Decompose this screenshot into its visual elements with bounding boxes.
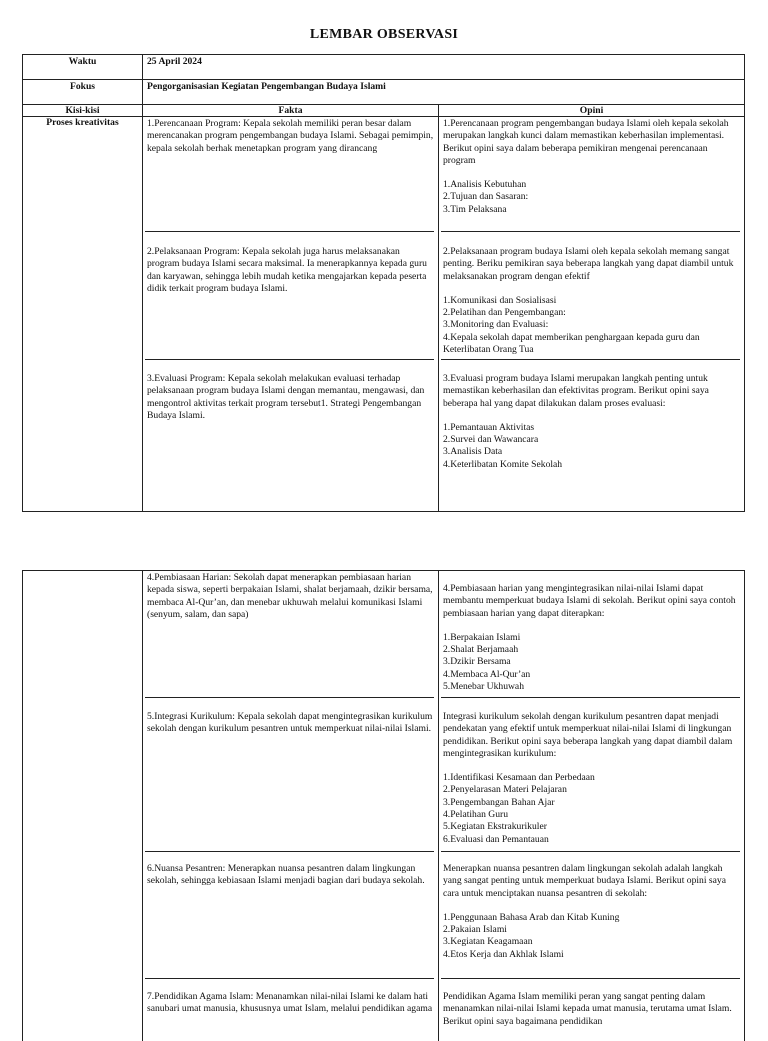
list-item: 5.Kegiatan Ekstrakurikuler (443, 821, 547, 833)
list-item: 4.Pelatihan Guru (443, 809, 509, 821)
list-item: 4.Kepala sekolah dapat memberikan penghargaan kepada guru dan Keterlibatan Orang Tua (443, 331, 700, 356)
fakta-item: 4.Pembiasaan Harian: Sekolah dapat menerapkan pembiasaan harian kepada siswa, seperti berpakaian Islami, shalat berjamaah, dzikir bersama, membaca Al-Qur’an, dan menebar ukhuwah melalui komunikasi Islami (senyum, salam, dan sapa) (147, 572, 433, 620)
list-item: 2.Tujuan dan Sasaran: (443, 191, 529, 203)
opini-list (443, 772, 740, 846)
list-item: 2.Pakaian Islami (443, 924, 507, 936)
list-item: 4.Membaca Al-Qur’an (443, 668, 531, 680)
row-separator (441, 978, 740, 979)
column-header-row (23, 105, 745, 117)
observation-table-page-1 (22, 54, 745, 512)
column-header-fakta: Fakta (143, 105, 439, 117)
list-item: 6.Evaluasi dan Pemantauan (443, 833, 549, 845)
list-item: 4.Keterlibatan Komite Sekolah (443, 458, 563, 470)
kisi-empty-cell (23, 571, 143, 1041)
fakta-item: 5.Integrasi Kurikulum: Kepala sekolah dapat mengintegrasikan kurikulum sekolah dengan kurikulum pesantren untuk memperkuat nilai-nilai Islami. (147, 711, 433, 735)
opini-list (443, 422, 740, 471)
opini-list (443, 912, 740, 961)
list-item: 2.Survei dan Wawancara (443, 434, 539, 446)
row-separator (441, 697, 740, 698)
opini-list (443, 632, 740, 693)
opini-intro: 2.Pelaksanaan program budaya Islami oleh kepala sekolah memang sangat penting. Beriku pemikiran saya beberapa langkah yang dapat diambil untuk melaksanakan program dengan efektif (443, 246, 734, 282)
list-item: 1.Komunikasi dan Sosialisasi (443, 294, 557, 306)
opini-item (443, 373, 740, 471)
row-separator (441, 851, 740, 852)
column-header-kisi: Kisi-kisi (23, 105, 143, 117)
list-item: 1.Analisis Kebutuhan (443, 179, 527, 191)
list-item: 4.Etos Kerja dan Akhlak Islami (443, 948, 564, 960)
waktu-row (23, 55, 745, 80)
document-title: LEMBAR OBSERVASI (309, 27, 459, 42)
opini-intro: 4.Pembiasaan harian yang mengintegrasikan nilai-nilai Islami dapat membantu memperkuat budaya Islami di sekolah. Berikut opini saya contoh pembiasaan harian yang dapat diterapkan: (443, 583, 736, 619)
list-item: 1.Identifikasi Kesamaan dan Perbedaan (443, 772, 595, 784)
fokus-row (23, 80, 745, 105)
row-separator (145, 697, 434, 698)
opini-cell (439, 571, 745, 1041)
opini-item (443, 863, 740, 961)
list-item: 3.Analisis Data (443, 446, 503, 458)
row-separator (145, 359, 434, 360)
row-separator (441, 359, 740, 360)
list-item: 5.Menebar Ukhuwah (443, 681, 524, 693)
opini-intro: Menerapkan nuansa pesantren dalam lingkungan sekolah adalah langkah yang sangat penting untuk memperkuat budaya Islami. Berikut opini saya cara untuk menciptakan nuansa pesantren di sekolah: (443, 863, 726, 899)
waktu-value: 25 April 2024 (143, 55, 745, 80)
opini-item (443, 991, 740, 1028)
opini-intro: Pendidikan Agama Islam memiliki peran yang sangat penting dalam menanamkan nilai-nilai Islami kepada umat manusia, terutama umat Islam. Berikut opini saya bagaimana pendidikan (443, 991, 732, 1027)
row-separator (441, 231, 740, 232)
observation-table-page-2 (22, 570, 745, 1041)
list-item: 1.Pemantauan Aktivitas (443, 421, 535, 433)
content-row (23, 117, 745, 512)
list-item: 2.Shalat Berjamaah (443, 644, 519, 656)
fakta-text: 7.Pendidikan Agama Islam: Menanamkan nilai-nilai Islami ke dalam hati sanubari umat manusia, khususnya umat Islam, melalui pendidikan agama (147, 991, 433, 1015)
waktu-label: Waktu (23, 55, 143, 80)
list-item: 3.Kegiatan Keagamaan (443, 936, 533, 948)
fokus-label: Fokus (23, 80, 143, 105)
fakta-item: 6.Nuansa Pesantren: Menerapkan nuansa pesantren dalam lingkungan sekolah, sehingga kebiasaan Islami menjadi bagian dari budaya sekolah. (147, 863, 425, 887)
opini-cell (439, 117, 745, 512)
opini-item (443, 711, 740, 846)
list-item: 1.Penggunaan Bahasa Arab dan Kitab Kuning (443, 911, 620, 923)
fakta-item: 1.Perencanaan Program: Kepala sekolah memiliki peran besar dalam merencanakan program pengembangan budaya Islami. Sebagai pemimpin, kepala sekolah berhak menetapkan program yang dirancang (147, 118, 434, 154)
opini-intro: 1.Perencanaan program pengembangan budaya Islami oleh kepala sekolah merupakan langkah kunci dalam memastikan keberhasilan implementasi. Berikut opini saya dalam beberapa pemikiran mengenai perencanaan program (443, 118, 729, 166)
opini-list (443, 179, 740, 216)
fakta-cell (143, 117, 439, 512)
opini-item (443, 246, 740, 356)
opini-item (443, 583, 740, 693)
list-item: 3.Tim Pelaksana (443, 203, 507, 215)
list-item: 3.Monitoring dan Evaluasi: (443, 319, 549, 331)
row-separator (145, 978, 434, 979)
row-separator (145, 231, 434, 232)
kisi-value: Proses kreativitas (23, 117, 143, 512)
list-item: 1.Berpakaian Islami (443, 631, 521, 643)
content-row (23, 571, 745, 1041)
opini-intro: 3.Evaluasi program budaya Islami merupakan langkah penting untuk memastikan keberhasilan dan efektivitas program. Berikut opini saya beberapa hal yang dapat dilakukan dalam proses evaluasi: (443, 373, 709, 409)
fokus-value: Pengorganisasian Kegiatan Pengembangan Budaya Islami (143, 80, 745, 105)
opini-intro: Integrasi kurikulum sekolah dengan kurikulum pesantren dapat menjadi pendekatan yang efektif untuk memperkuat nilai-nilai Islami di lingkungan pendidikan. Berikut opini saya beberapa langkah yang dapat diambil dalam mengintegrasikan kurikulum: (443, 711, 733, 759)
fakta-item: 2.Pelaksanaan Program: Kepala sekolah juga harus melaksanakan program budaya Islami secara maksimal. Ia menerapkannya kepada guru dan karyawan, sehingga lebih mudah ketika mengajarkan kepada peserta didik terkait program budaya Islami. (147, 246, 427, 294)
list-item: 3.Pengembangan Bahan Ajar (443, 796, 555, 808)
row-separator (145, 851, 434, 852)
fakta-item (147, 991, 434, 1016)
list-item: 3.Dzikir Bersama (443, 656, 511, 668)
opini-item (443, 118, 740, 216)
opini-list (443, 295, 740, 356)
list-item: 2.Pelatihan dan Pengembangan: (443, 307, 566, 319)
fakta-cell (143, 571, 439, 1041)
column-header-opini: Opini (439, 105, 745, 117)
list-item: 2.Penyelarasan Materi Pelajaran (443, 784, 567, 796)
fakta-item: 3.Evaluasi Program: Kepala sekolah melakukan evaluasi terhadap pelaksanaan program budaya Islami dengan memantau, mengawasi, dan mengontrol aktivitas terkait program tersebut1. Strategi Pengembangan Budaya Islami. (147, 373, 425, 421)
